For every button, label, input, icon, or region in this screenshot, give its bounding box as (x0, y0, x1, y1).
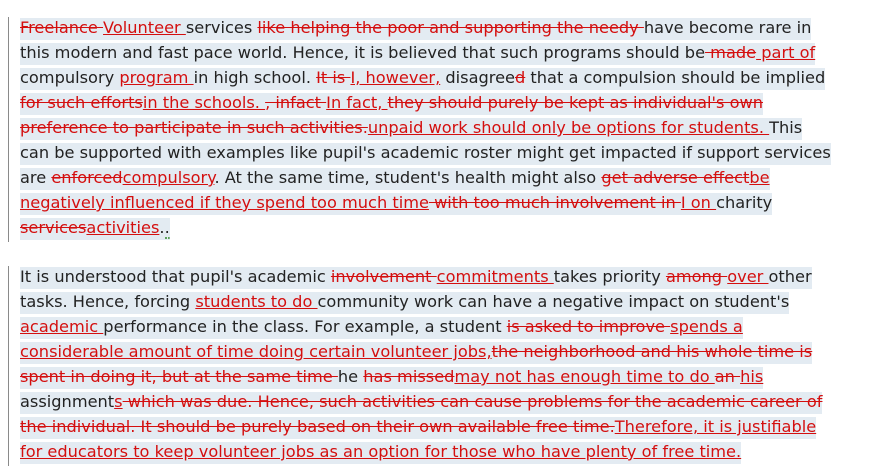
change-bar (8, 192, 9, 217)
deleted-text[interactable]: enforced (51, 168, 123, 187)
text-line[interactable] (0, 291, 891, 316)
body-text[interactable]: that a compulsion should be implied (525, 68, 826, 87)
deleted-text[interactable]: like helping the poor and supporting the needy (257, 18, 644, 37)
body-text[interactable]: It is understood that pupil's academic (20, 267, 331, 286)
text-line[interactable] (0, 416, 891, 441)
inserted-text[interactable]: I, however, (350, 68, 441, 87)
change-bar (8, 92, 9, 117)
deleted-text[interactable]: involvement (330, 267, 437, 286)
line-highlight (20, 168, 770, 190)
line-highlight (20, 18, 811, 40)
inserted-text[interactable]: commitments (436, 267, 554, 286)
inserted-text[interactable]: be (749, 168, 770, 187)
inserted-text[interactable]: over (727, 267, 769, 286)
change-bar (8, 416, 9, 441)
inserted-text[interactable]: considerable amount of time (20, 342, 259, 361)
inserted-text[interactable]: I on (680, 193, 717, 212)
deleted-text[interactable]: preference to participate in such activities. (20, 118, 368, 137)
deleted-text[interactable]: Freelance (20, 18, 104, 37)
text-line[interactable] (0, 441, 891, 466)
line-highlight (20, 417, 816, 439)
inserted-text[interactable]: in the schools. (142, 93, 266, 112)
change-bar (8, 366, 9, 391)
change-bar (8, 117, 9, 142)
deleted-text[interactable]: d (515, 68, 526, 87)
change-bar (8, 142, 9, 167)
inserted-text[interactable]: doing certain volunteer jobs, (258, 342, 492, 361)
line-highlight (20, 442, 741, 464)
change-bar (8, 291, 9, 316)
change-bar (8, 42, 9, 67)
line-highlight (20, 218, 170, 240)
deleted-text[interactable]: which was due. Hence, such activities can cause problems for the academic career of (122, 392, 823, 411)
inserted-text[interactable]: Volunteer (103, 18, 186, 37)
body-text[interactable]: are (20, 168, 52, 187)
deleted-text[interactable]: It is (316, 68, 351, 87)
paragraph-1[interactable] (0, 17, 891, 242)
text-line[interactable] (0, 92, 891, 117)
body-text[interactable]: services (185, 18, 258, 37)
deleted-text[interactable]: in (660, 193, 681, 212)
spelling-mark-text[interactable]: . (164, 218, 170, 237)
change-bar (8, 441, 9, 466)
inserted-text[interactable]: activities (86, 218, 160, 237)
deleted-text[interactable]: has missed (363, 367, 455, 386)
inserted-text[interactable]: academic (20, 317, 104, 336)
body-text[interactable]: can be supported with examples like pupil's academic roster might get impacted if support services (20, 143, 831, 162)
inserted-text[interactable]: his (740, 367, 764, 386)
paragraph-2[interactable] (0, 266, 891, 466)
change-bar (8, 67, 9, 92)
body-text[interactable]: This (769, 118, 803, 137)
body-text[interactable]: other (768, 267, 812, 286)
body-text[interactable]: he (337, 367, 364, 386)
body-text[interactable]: this modern and fast pace world. Hence, it is believed that such programs should be (20, 43, 706, 62)
line-highlight (20, 93, 763, 115)
deleted-text[interactable]: the neighborhood and his whole time is (491, 342, 813, 361)
body-text[interactable]: in high school. (193, 68, 317, 87)
inserted-text[interactable]: spends a (670, 317, 743, 336)
body-text[interactable]: disagree (440, 68, 515, 87)
inserted-text[interactable]: students to do (195, 292, 318, 311)
body-text[interactable]: community work can have a negative impact on student's (317, 292, 790, 311)
deleted-text[interactable]: with too much involvement (428, 193, 661, 212)
line-highlight (20, 367, 763, 389)
body-text[interactable]: charity (716, 193, 773, 212)
text-line[interactable] (0, 142, 891, 167)
change-bar (8, 391, 9, 416)
change-bar (8, 217, 9, 242)
inserted-text[interactable]: for educators to keep volunteer jobs as an option for those who have plenty of free time. (20, 442, 742, 461)
deleted-text[interactable]: among (665, 267, 728, 286)
text-line[interactable] (0, 366, 891, 391)
deleted-text[interactable]: , infact (265, 93, 327, 112)
text-line[interactable] (0, 17, 891, 42)
line-highlight (20, 342, 812, 364)
line-highlight (20, 118, 802, 140)
change-bar (8, 316, 9, 341)
inserted-text[interactable]: may not has enough time to do (454, 367, 715, 386)
text-line[interactable] (0, 391, 891, 416)
body-text[interactable]: . At the same time, student's health might also (214, 168, 602, 187)
text-line[interactable] (0, 316, 891, 341)
inserted-text[interactable]: part of (756, 43, 816, 62)
deleted-text[interactable]: is asked to improve (506, 317, 671, 336)
inserted-text[interactable]: In fact, (326, 93, 388, 112)
deleted-text[interactable]: the individual. It should be purely based on their own available free time. (20, 417, 615, 436)
text-line[interactable] (0, 192, 891, 217)
change-bar (8, 17, 9, 42)
deleted-text[interactable]: services (20, 218, 87, 237)
body-text[interactable]: compulsory (20, 68, 120, 87)
inserted-text[interactable]: unpaid work should only be options for students. (367, 118, 770, 137)
text-line[interactable] (0, 167, 891, 192)
inserted-text[interactable]: Therefore, it is justifiable (614, 417, 817, 436)
line-highlight (20, 292, 789, 314)
inserted-text[interactable]: program (119, 68, 194, 87)
line-highlight (20, 68, 825, 90)
line-highlight (20, 43, 815, 65)
line-highlight (20, 143, 831, 165)
text-line[interactable] (0, 266, 891, 291)
change-bar (8, 341, 9, 366)
text-line[interactable] (0, 217, 891, 242)
deleted-text[interactable]: spent in doing it, but at the same time (20, 367, 338, 386)
text-line[interactable] (0, 67, 891, 92)
body-text[interactable]: assignment (20, 392, 115, 411)
inserted-text[interactable]: negatively influenced if they spend too much time (20, 193, 429, 212)
text-line[interactable] (0, 117, 891, 142)
line-highlight (20, 193, 772, 215)
body-text[interactable]: takes priority (553, 267, 666, 286)
deleted-text[interactable]: for such efforts (20, 93, 143, 112)
deleted-text[interactable]: they should purely be kept as individual's own (387, 93, 763, 112)
text-line[interactable] (0, 42, 891, 67)
line-highlight (20, 267, 812, 289)
body-text[interactable]: . (159, 218, 165, 237)
deleted-text[interactable]: an (714, 367, 741, 386)
change-bar (8, 167, 9, 192)
deleted-text[interactable]: made (705, 43, 757, 62)
change-bar (8, 266, 9, 291)
inserted-text[interactable]: compulsory (122, 168, 215, 187)
line-highlight (20, 317, 743, 339)
deleted-text[interactable]: get adverse effect (601, 168, 750, 187)
body-text[interactable]: tasks. Hence, forcing (20, 292, 196, 311)
text-line[interactable] (0, 341, 891, 366)
body-text[interactable]: performance in the class. For example, a student (103, 317, 507, 336)
line-highlight (20, 392, 822, 414)
inserted-text[interactable]: s (114, 392, 123, 411)
body-text[interactable]: have become rare in (643, 18, 812, 37)
